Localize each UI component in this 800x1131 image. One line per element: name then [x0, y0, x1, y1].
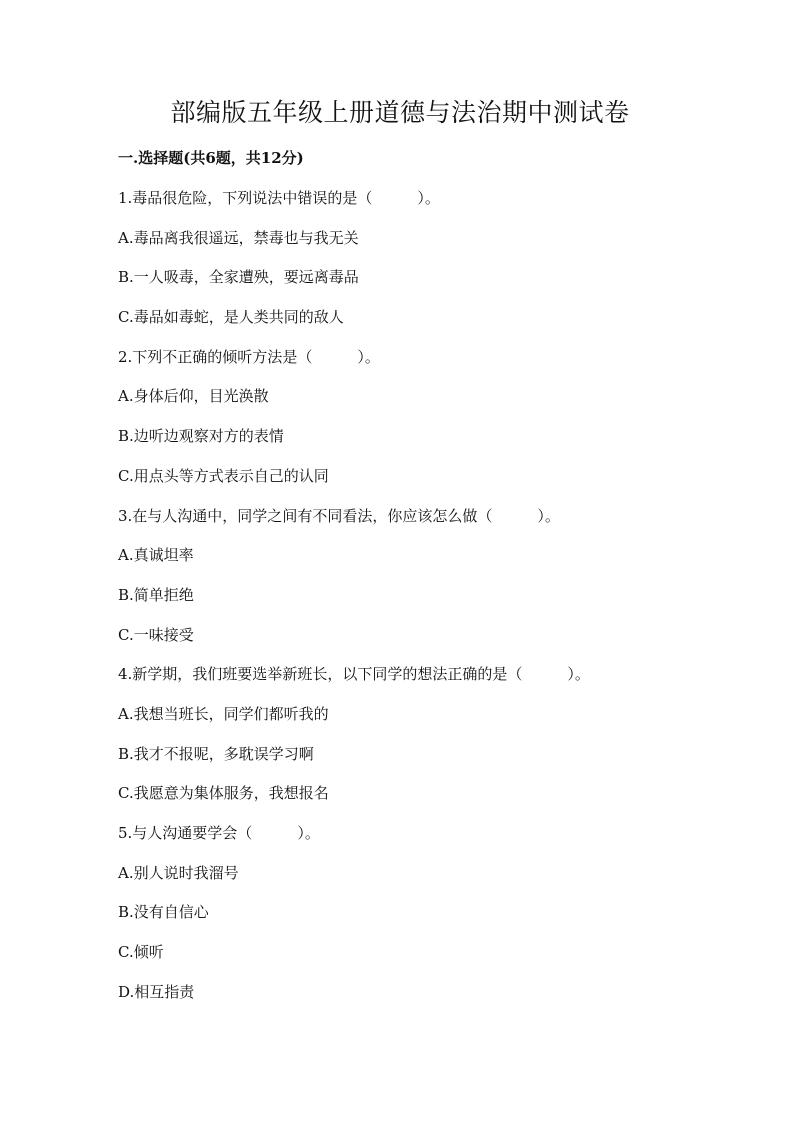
question-stem: 1.毒品很危险，下列说法中错误的是（ ）。	[118, 189, 440, 207]
question-option: A.我想当班长，同学们都听我的	[118, 705, 329, 723]
question-option: A.毒品离我很遥远，禁毒也与我无关	[118, 229, 359, 247]
question-option: B.我才不报呢，多耽误学习啊	[118, 745, 314, 763]
question-stem: 5.与人沟通要学会（ ）。	[118, 824, 320, 842]
question-option: C.用点头等方式表示自己的认同	[118, 467, 329, 485]
question-option: D.相互指责	[118, 983, 195, 1001]
question-option: B.没有自信心	[118, 903, 209, 921]
question-option: C.倾听	[118, 943, 164, 961]
page-title: 部编版五年级上册道德与法治期中测试卷	[170, 98, 630, 127]
question-option: A.身体后仰，目光涣散	[118, 387, 269, 405]
question-stem: 4.新学期，我们班要选举新班长，以下同学的想法正确的是（ ）。	[118, 665, 590, 683]
question-stem: 2.下列不正确的倾听方法是（ ）。	[118, 348, 380, 366]
question-stem: 3.在与人沟通中，同学之间有不同看法，你应该怎么做（ ）。	[118, 507, 560, 525]
question-option: B.边听边观察对方的表情	[118, 427, 284, 445]
question-option: C.毒品如毒蛇，是人类共同的敌人	[118, 308, 344, 326]
section-heading-multiple-choice: 一.选择题(共6题，共12分)	[118, 149, 304, 167]
question-option: A.真诚坦率	[118, 546, 194, 564]
question-option: C.我愿意为集体服务，我想报名	[118, 784, 329, 802]
question-option: B.一人吸毒，全家遭殃，要远离毒品	[118, 268, 359, 286]
question-option: B.简单拒绝	[118, 586, 194, 604]
question-option: C.一味接受	[118, 626, 194, 644]
question-option: A.别人说时我溜号	[118, 864, 239, 882]
